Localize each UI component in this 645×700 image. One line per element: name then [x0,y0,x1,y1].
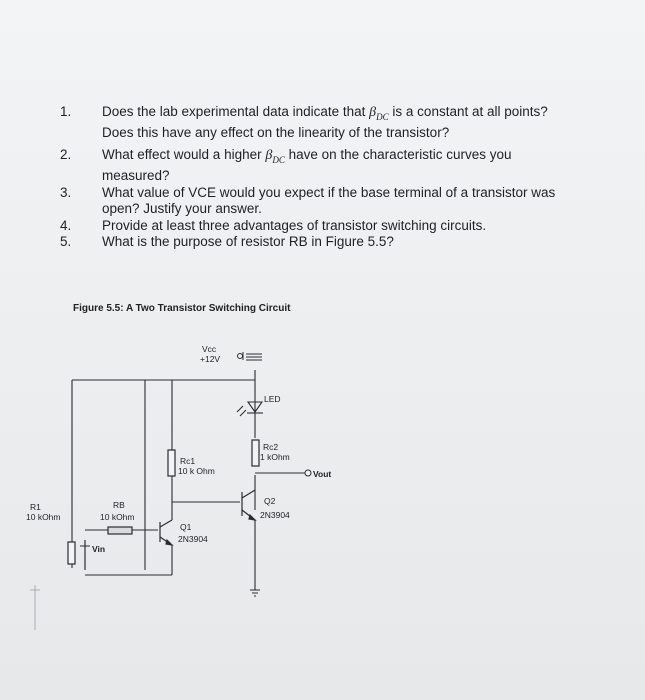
question-text: What value of VCE would you expect if the base terminal of a transistor was open? Justify your answer. [102,184,556,216]
led-label: LED [264,394,281,404]
rc2-resistor [252,440,259,466]
question-text: Provide at least three advantages of transistor switching circuits. [102,217,487,233]
q1-transistor-icon [160,520,172,545]
rb-value: 10 kOhm [100,512,135,522]
question-3 [60,185,580,217]
question-text: Does the lab experimental data indicate that $\beta_{DC}$ is a constant at all points? Does this have any effect on the linearity of the transistor? [102,104,548,140]
question-text: What is the purpose of resistor RB in Figure 5.5? [102,233,394,249]
r1-value: 10 kOhm [26,512,61,522]
rc1-resistor [168,450,175,476]
vout-terminal-icon [305,470,311,476]
rb-resistor [108,527,132,534]
beta-symbol: $\beta_{DC}$ [265,147,285,165]
vin-label: Vin [92,544,106,554]
figure-caption: Figure 5.5: A Two Transistor Switching Circuit [73,303,291,314]
question-list [60,104,580,250]
question-2 [60,147,580,184]
q2-label: Q2 [264,496,276,506]
q1-label: Q1 [180,522,192,532]
question-number: 5. [60,233,72,249]
q2-transistor-icon [242,490,255,520]
r1-resistor [68,542,75,564]
question-number: 1. [60,104,72,119]
q1-part: 2N3904 [178,534,208,544]
question-5 [60,234,580,250]
rc2-value: 1 kOhm [260,452,290,462]
battery-icon [238,352,263,360]
pencil-mark-icon [30,585,40,630]
rb-label: RB [113,500,125,510]
question-1 [60,104,580,141]
question-number: 4. [60,217,72,233]
question-number: 2. [60,146,72,162]
q2-part: 2N3904 [260,510,290,520]
led-icon [237,402,263,416]
r1-label: R1 [30,502,41,512]
rc1-value: 10 k Ohm [178,466,215,476]
vout-label: Vout [313,469,332,479]
beta-symbol: $\beta_{DC}$ [369,105,389,122]
circuit-diagram [0,330,645,630]
vcc-label: Vcc [202,344,217,354]
rc1-label: Rc1 [180,456,196,466]
question-number: 3. [60,184,72,200]
ground-icon [250,590,260,596]
question-4 [60,218,580,234]
vcc-value: +12V [200,354,221,364]
rc2-label: Rc2 [263,442,279,452]
question-text: What effect would a higher $\beta_{DC}$ have on the characteristic curves you measured? [102,146,512,183]
